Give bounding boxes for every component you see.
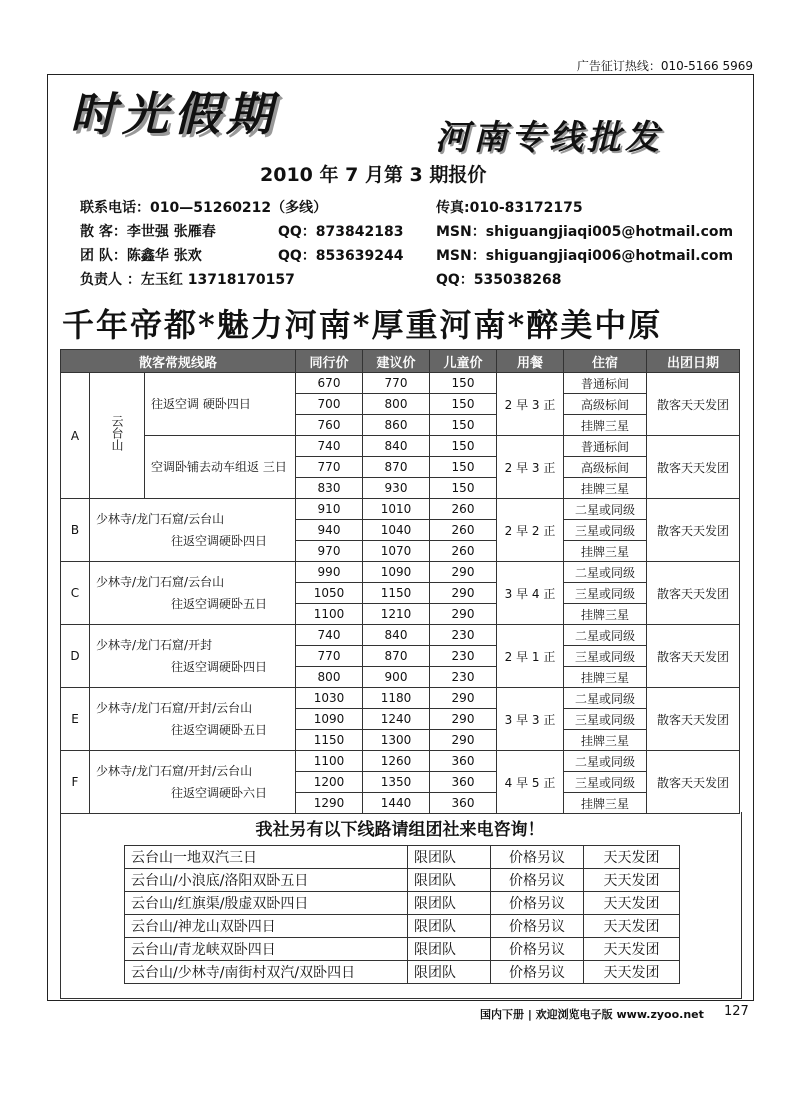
suggested-price: 800 — [363, 394, 430, 415]
peer-price: 770 — [296, 457, 363, 478]
extra-route-row — [125, 938, 680, 961]
meal: 2 早 1 正 — [497, 625, 564, 688]
price-table — [60, 349, 740, 814]
header-meal: 用餐 — [497, 350, 564, 373]
extra-route-row — [125, 961, 680, 984]
peer-price: 760 — [296, 415, 363, 436]
route-line-1: 少林寺/龙门石窟/开封/云台山 — [96, 701, 253, 715]
hotel: 挂牌三星 — [564, 730, 647, 751]
extra-route-name: 云台山/少林寺/南街村双汽/双卧四日 — [125, 961, 408, 984]
peer-price: 1290 — [296, 793, 363, 814]
suggested-price: 870 — [363, 457, 430, 478]
peer-price: 670 — [296, 373, 363, 394]
group-label: C — [61, 562, 90, 625]
header-route: 散客常规线路 — [61, 350, 296, 373]
slogan: 千年帝都*魅力河南*厚重河南*醉美中原 — [62, 306, 663, 344]
header-suggested-price: 建议价 — [363, 350, 430, 373]
hotel: 三星或同级 — [564, 520, 647, 541]
extra-route-price: 价格另议 — [491, 892, 584, 915]
hotel: 高级标间 — [564, 457, 647, 478]
child-price: 260 — [430, 520, 497, 541]
hotel: 普通标间 — [564, 373, 647, 394]
route-line-1: 少林寺/龙门石窟/云台山 — [96, 512, 225, 526]
page-number: 127 — [724, 1004, 749, 1019]
group-label: B — [61, 499, 90, 562]
peer-price: 1150 — [296, 730, 363, 751]
hotel: 二星或同级 — [564, 751, 647, 772]
route-line-1: 少林寺/龙门石窟/云台山 — [96, 575, 225, 589]
extra-route-row — [125, 892, 680, 915]
child-price: 150 — [430, 478, 497, 499]
extra-route-price: 价格另议 — [491, 961, 584, 984]
ad-hotline: 广告征订热线：010-5166 5969 — [576, 59, 753, 73]
peer-price: 1090 — [296, 709, 363, 730]
departure: 散客天天发团 — [647, 373, 740, 436]
meal: 3 早 3 正 — [497, 688, 564, 751]
extra-route-departure: 天天发团 — [584, 892, 680, 915]
table-row — [61, 373, 740, 394]
peer-price: 830 — [296, 478, 363, 499]
suggested-price: 840 — [363, 625, 430, 646]
departure: 散客天天发团 — [647, 499, 740, 562]
yuntai-text: 云台山 — [110, 415, 124, 451]
extra-route-price: 价格另议 — [491, 915, 584, 938]
extra-route-type: 限团队 — [408, 961, 491, 984]
table-row — [61, 562, 740, 583]
extra-route-price: 价格另议 — [491, 869, 584, 892]
suggested-price: 1040 — [363, 520, 430, 541]
route-name — [90, 625, 296, 688]
child-price: 290 — [430, 709, 497, 730]
extra-route-type: 限团队 — [408, 938, 491, 961]
departure: 散客天天发团 — [647, 562, 740, 625]
route-line-2: 往返空调硬卧五日 — [171, 597, 268, 611]
peer-price: 1030 — [296, 688, 363, 709]
table-row — [61, 436, 740, 457]
hotel: 二星或同级 — [564, 562, 647, 583]
child-price: 150 — [430, 394, 497, 415]
hotel: 三星或同级 — [564, 583, 647, 604]
departure: 散客天天发团 — [647, 688, 740, 751]
extra-note: 我社另有以下线路请组团社来电咨询！ — [255, 820, 545, 840]
child-price: 150 — [430, 373, 497, 394]
table-row — [61, 625, 740, 646]
extra-route-type: 限团队 — [408, 915, 491, 938]
route-name: 空调卧铺去动车组返 三日 — [145, 436, 296, 499]
child-price: 260 — [430, 541, 497, 562]
suggested-price: 1300 — [363, 730, 430, 751]
peer-price: 740 — [296, 436, 363, 457]
child-price: 230 — [430, 625, 497, 646]
extra-routes-table — [124, 845, 680, 984]
hotel: 二星或同级 — [564, 688, 647, 709]
suggested-price: 1150 — [363, 583, 430, 604]
contact-phone: 联系电话：010—51260212（多线） — [80, 200, 328, 216]
extra-route-departure: 天天发团 — [584, 938, 680, 961]
peer-price: 1100 — [296, 604, 363, 625]
peer-price: 740 — [296, 625, 363, 646]
header-departure: 出团日期 — [647, 350, 740, 373]
child-price: 230 — [430, 646, 497, 667]
extra-route-name: 云台山/青龙峡双卧四日 — [125, 938, 408, 961]
route-name: 往返空调 硬卧四日 — [145, 373, 296, 436]
suggested-price: 770 — [363, 373, 430, 394]
group-label: F — [61, 751, 90, 814]
child-price: 290 — [430, 688, 497, 709]
suggested-price: 1070 — [363, 541, 430, 562]
route-line-2: 往返空调硬卧四日 — [171, 534, 268, 548]
table-row — [61, 751, 740, 772]
header-hotel: 住宿 — [564, 350, 647, 373]
suggested-price: 840 — [363, 436, 430, 457]
route-line-2: 往返空调硬卧四日 — [171, 660, 268, 674]
contact-qq-3: QQ：535038268 — [436, 272, 562, 288]
child-price: 150 — [430, 457, 497, 478]
meal: 2 早 3 正 — [497, 436, 564, 499]
hotel: 二星或同级 — [564, 625, 647, 646]
child-price: 360 — [430, 751, 497, 772]
contact-scatter-qq: QQ：873842183 — [278, 224, 404, 240]
peer-price: 910 — [296, 499, 363, 520]
contact-manager: 负责人 ：左玉红 13718170157 — [80, 272, 295, 288]
meal: 4 早 5 正 — [497, 751, 564, 814]
groups-body — [61, 499, 740, 814]
contact-msn-2: MSN：shiguangjiaqi006@hotmail.com — [436, 248, 734, 264]
child-price: 290 — [430, 562, 497, 583]
child-price: 260 — [430, 499, 497, 520]
suggested-price: 1010 — [363, 499, 430, 520]
group-label: D — [61, 625, 90, 688]
extra-route-price: 价格另议 — [491, 938, 584, 961]
child-price: 290 — [430, 604, 497, 625]
child-price: 360 — [430, 793, 497, 814]
suggested-price: 930 — [363, 478, 430, 499]
contact-msn-1: MSN：shiguangjiaqi005@hotmail.com — [436, 224, 734, 240]
hotel: 挂牌三星 — [564, 478, 647, 499]
brand-title: 时光假期 — [70, 87, 278, 141]
extra-route-name: 云台山/小浪底/洛阳双卧五日 — [125, 869, 408, 892]
hotel: 挂牌三星 — [564, 667, 647, 688]
route-name — [90, 499, 296, 562]
extra-route-departure: 天天发团 — [584, 869, 680, 892]
peer-price: 700 — [296, 394, 363, 415]
child-price: 150 — [430, 436, 497, 457]
extra-route-row — [125, 915, 680, 938]
route-line-2: 往返空调硬卧五日 — [171, 723, 268, 737]
issue-title: 2010 年 7 月第 3 期报价 — [260, 164, 487, 186]
suggested-price: 1260 — [363, 751, 430, 772]
peer-price: 970 — [296, 541, 363, 562]
extra-route-departure: 天天发团 — [584, 961, 680, 984]
hotel: 挂牌三星 — [564, 793, 647, 814]
extra-route-departure: 天天发团 — [584, 846, 680, 869]
suggested-price: 1240 — [363, 709, 430, 730]
departure: 散客天天发团 — [647, 436, 740, 499]
child-price: 230 — [430, 667, 497, 688]
hotel: 三星或同级 — [564, 772, 647, 793]
extra-route-price: 价格另议 — [491, 846, 584, 869]
peer-price: 1050 — [296, 583, 363, 604]
child-price: 290 — [430, 730, 497, 751]
route-name — [90, 562, 296, 625]
extra-route-name: 云台山/红旗渠/殷虚双卧四日 — [125, 892, 408, 915]
yuntai-label — [90, 373, 145, 499]
hotel: 高级标间 — [564, 394, 647, 415]
contact-scatter: 散 客：李世强 张雁春 — [80, 224, 216, 240]
suggested-price: 860 — [363, 415, 430, 436]
peer-price: 770 — [296, 646, 363, 667]
table-row — [61, 499, 740, 520]
suggested-price: 1350 — [363, 772, 430, 793]
group-label: E — [61, 688, 90, 751]
extra-body — [125, 846, 680, 984]
extra-route-name: 云台山一地双汽三日 — [125, 846, 408, 869]
extra-route-departure: 天天发团 — [584, 915, 680, 938]
route-name — [90, 751, 296, 814]
table-row — [61, 688, 740, 709]
hotel: 挂牌三星 — [564, 541, 647, 562]
extra-route-row — [125, 846, 680, 869]
header-child-price: 儿童价 — [430, 350, 497, 373]
hotel: 普通标间 — [564, 436, 647, 457]
peer-price: 990 — [296, 562, 363, 583]
suggested-price: 900 — [363, 667, 430, 688]
extra-route-type: 限团队 — [408, 846, 491, 869]
meal: 2 早 3 正 — [497, 373, 564, 436]
contact-fax: 传真:010-83172175 — [436, 200, 583, 216]
hotel: 二星或同级 — [564, 499, 647, 520]
suggested-price: 1210 — [363, 604, 430, 625]
hotel: 挂牌三星 — [564, 415, 647, 436]
table-header-row — [61, 350, 740, 373]
extra-route-row — [125, 869, 680, 892]
peer-price: 1200 — [296, 772, 363, 793]
brand-subtitle: 河南专线批发 — [435, 118, 663, 158]
hotel: 三星或同级 — [564, 709, 647, 730]
peer-price: 800 — [296, 667, 363, 688]
peer-price: 940 — [296, 520, 363, 541]
footer: 国内下册 | 欢迎浏览电子版 www.zyoo.net — [480, 1008, 704, 1021]
suggested-price: 1090 — [363, 562, 430, 583]
route-line-2: 往返空调硬卧六日 — [171, 786, 268, 800]
child-price: 150 — [430, 415, 497, 436]
suggested-price: 1440 — [363, 793, 430, 814]
hotel: 挂牌三星 — [564, 604, 647, 625]
extra-route-name: 云台山/神龙山双卧四日 — [125, 915, 408, 938]
meal: 3 早 4 正 — [497, 562, 564, 625]
header-peer-price: 同行价 — [296, 350, 363, 373]
extra-route-type: 限团队 — [408, 892, 491, 915]
extra-route-type: 限团队 — [408, 869, 491, 892]
meal: 2 早 2 正 — [497, 499, 564, 562]
route-name — [90, 688, 296, 751]
suggested-price: 870 — [363, 646, 430, 667]
group-label: A — [61, 373, 90, 499]
departure: 散客天天发团 — [647, 625, 740, 688]
child-price: 290 — [430, 583, 497, 604]
hotel: 三星或同级 — [564, 646, 647, 667]
route-line-1: 少林寺/龙门石窟/开封 — [96, 638, 213, 652]
suggested-price: 1180 — [363, 688, 430, 709]
route-line-1: 少林寺/龙门石窟/开封/云台山 — [96, 764, 253, 778]
contact-group: 团 队：陈鑫华 张欢 — [80, 248, 202, 264]
departure: 散客天天发团 — [647, 751, 740, 814]
child-price: 360 — [430, 772, 497, 793]
contact-group-qq: QQ：853639244 — [278, 248, 404, 264]
peer-price: 1100 — [296, 751, 363, 772]
